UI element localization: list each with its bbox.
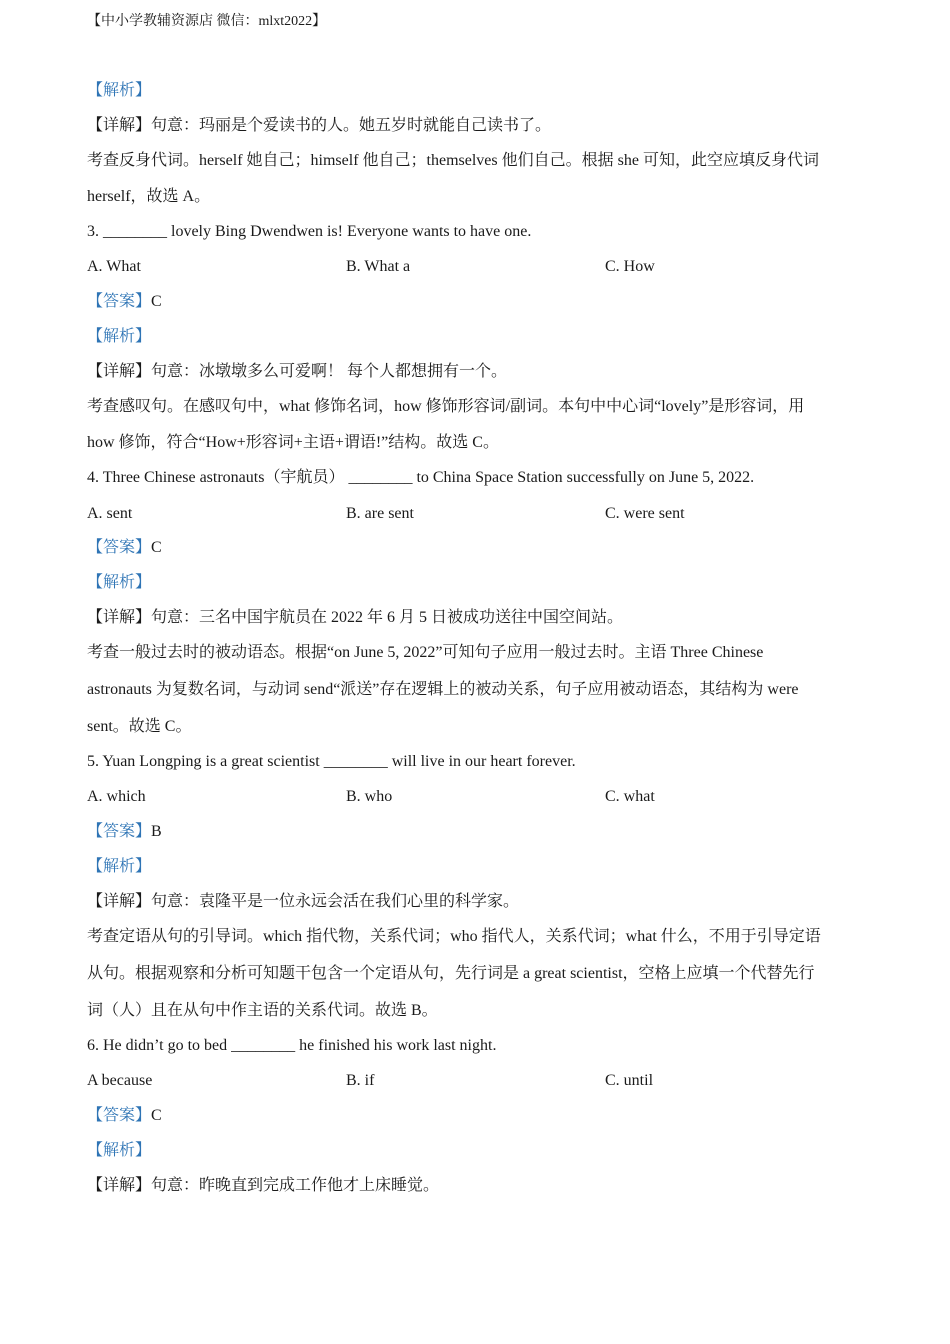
question-stem: 3. ________ lovely Bing Dwendwen is! Everyone wants to have one. bbox=[87, 223, 532, 240]
option-a: A because bbox=[87, 1072, 153, 1089]
explanation-line: 词（人）且在从句中作主语的关系代词。故选 B。 bbox=[87, 1002, 438, 1019]
detail-line: 【详解】句意：袁隆平是一位永远会活在我们心里的科学家。 bbox=[87, 893, 520, 910]
option-b: B. who bbox=[346, 788, 393, 805]
explanation-line: 考查反身代词。herself 她自己；himself 他自己；themselves 他们自己。根据 she 可知，此空应填反身代词 bbox=[87, 152, 819, 169]
analysis-label: 【解析】 bbox=[87, 328, 152, 345]
explanation-line: astronauts 为复数名词，与动词 send“派送”存在逻辑上的被动关系，句子应用被动语态，其结构为 were bbox=[87, 681, 799, 698]
detail-line: 【详解】句意：三名中国宇航员在 2022 年 6 月 5 日被成功送往中国空间站。 bbox=[87, 609, 624, 626]
option-c: C. what bbox=[605, 788, 655, 805]
detail-line: 【详解】句意：玛丽是个爱读书的人。她五岁时就能自己读书了。 bbox=[87, 117, 552, 134]
option-a: A. which bbox=[87, 788, 146, 805]
explanation-line: 从句。根据观察和分析可知题干包含一个定语从句，先行词是 a great scientist，空格上应填一个代替先行 bbox=[87, 965, 815, 982]
question-stem: 6. He didn’t go to bed ________ he finished his work last night. bbox=[87, 1037, 497, 1054]
analysis-label: 【解析】 bbox=[87, 858, 152, 875]
answer-line: 【答案】C bbox=[87, 293, 162, 310]
explanation-line: how 修饰，符合“How+形容词+主语+谓语!”结构。故选 C。 bbox=[87, 434, 499, 451]
question-stem: 4. Three Chinese astronauts（宇航员） ________ to China Space Station successfully on June 5, 2022. bbox=[87, 469, 755, 486]
question-stem: 5. Yuan Longping is a great scientist ________ will live in our heart forever. bbox=[87, 753, 576, 770]
answer-line: 【答案】B bbox=[87, 823, 162, 840]
option-b: B. What a bbox=[346, 258, 411, 275]
option-c: C. until bbox=[605, 1072, 654, 1089]
option-b: B. are sent bbox=[346, 505, 414, 522]
analysis-label: 【解析】 bbox=[87, 574, 152, 591]
explanation-line: 考查感叹句。在感叹句中，what 修饰名词，how 修饰形容词/副词。本句中中心词“lovely”是形容词，用 bbox=[87, 398, 805, 415]
answer-line: 【答案】C bbox=[87, 539, 162, 556]
analysis-label: 【解析】 bbox=[87, 1142, 152, 1159]
answer-line: 【答案】C bbox=[87, 1107, 162, 1124]
analysis-label: 【解析】 bbox=[87, 82, 152, 99]
explanation-line: 考查定语从句的引导词。which 指代物，关系代词；who 指代人，关系代词；what 什么，不用于引导定语 bbox=[87, 928, 821, 945]
explanation-line: 考查一般过去时的被动语态。根据“on June 5, 2022”可知句子应用一般过去时。主语 Three Chinese bbox=[87, 644, 764, 661]
option-b: B. if bbox=[346, 1072, 375, 1089]
detail-line: 【详解】句意：冰墩墩多么可爱啊！ 每个人都想拥有一个。 bbox=[87, 363, 508, 380]
option-c: C. How bbox=[605, 258, 655, 275]
option-a: A. What bbox=[87, 258, 141, 275]
option-a: A. sent bbox=[87, 505, 133, 522]
detail-line: 【详解】句意：昨晚直到完成工作他才上床睡觉。 bbox=[87, 1177, 440, 1194]
page-header: 【中小学教辅资源店 微信：mlxt2022】 bbox=[87, 14, 327, 29]
option-c: C. were sent bbox=[605, 505, 685, 522]
explanation-line: sent。故选 C。 bbox=[87, 718, 192, 735]
explanation-line: herself，故选 A。 bbox=[87, 188, 211, 205]
